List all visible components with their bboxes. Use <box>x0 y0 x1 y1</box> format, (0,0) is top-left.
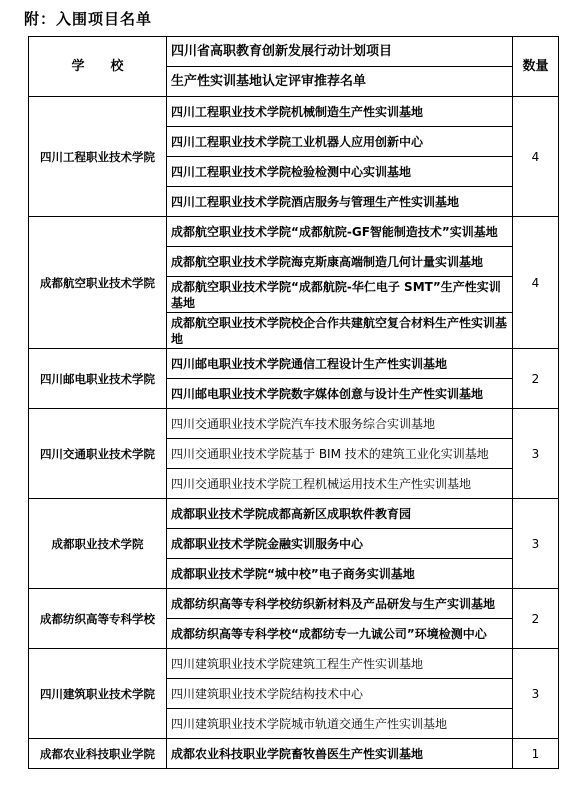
project-name: 成都航空职业技术学院海克斯康高端制造几何计量实训基地 <box>167 247 513 277</box>
project-name: 四川工程职业技术学院机械制造生产性实训基地 <box>167 97 513 127</box>
project-count: 1 <box>513 739 559 769</box>
school-name: 成都纺织高等专科学校 <box>29 589 167 649</box>
school-name: 成都职业技术学院 <box>29 499 167 589</box>
header-school: 学 校 <box>29 37 167 97</box>
project-name: 成都职业技术学院“城中校”电子商务实训基地 <box>167 559 513 589</box>
project-count: 2 <box>513 589 559 649</box>
project-name: 四川交通职业技术学院工程机械运用技术生产性实训基地 <box>167 469 513 499</box>
page-heading: 附：入围项目名单 <box>24 10 153 28</box>
project-name: 四川邮电职业技术学院数字媒体创意与设计生产性实训基地 <box>167 379 513 409</box>
project-count: 3 <box>513 649 559 739</box>
table-row <box>29 409 559 439</box>
project-name: 四川建筑职业技术学院建筑工程生产性实训基地 <box>167 649 513 679</box>
project-count: 2 <box>513 349 559 409</box>
school-name: 成都航空职业技术学院 <box>29 217 167 349</box>
table-row <box>29 97 559 127</box>
project-table-body <box>29 37 559 769</box>
project-name: 成都航空职业技术学院“成都航院-GF智能制造技术”实训基地 <box>167 217 513 247</box>
project-name: 成都职业技术学院成都高新区成职软件教育园 <box>167 499 513 529</box>
project-name: 四川建筑职业技术学院城市轨道交通生产性实训基地 <box>167 709 513 739</box>
school-name: 四川邮电职业技术学院 <box>29 349 167 409</box>
project-name: 四川交通职业技术学院基于 BIM 技术的建筑工业化实训基地 <box>167 439 513 469</box>
project-count: 3 <box>513 499 559 589</box>
table-row <box>29 217 559 247</box>
project-name: 四川建筑职业技术学院结构技术中心 <box>167 679 513 709</box>
header-count: 数量 <box>513 37 559 97</box>
project-name: 四川工程职业技术学院检验检测中心实训基地 <box>167 157 513 187</box>
school-name: 成都农业科技职业学院 <box>29 739 167 769</box>
project-name: 成都航空职业技术学院校企合作共建航空复合材料生产性实训基地 <box>167 313 513 349</box>
project-name: 成都职业技术学院金融实训服务中心 <box>167 529 513 559</box>
project-name: 成都航空职业技术学院“成都航院-华仁电子 SMT”生产性实训基地 <box>167 277 513 313</box>
header-title-line1: 四川省高职教育创新发展行动计划项目 <box>167 37 513 67</box>
table-row <box>29 349 559 379</box>
project-name: 四川邮电职业技术学院通信工程设计生产性实训基地 <box>167 349 513 379</box>
project-name: 成都纺织高等专科学校“成都纺专一九诚公司”环境检测中心 <box>167 619 513 649</box>
project-table <box>28 36 559 769</box>
header-title-line2: 生产性实训基地认定评审推荐名单 <box>167 67 513 97</box>
table-row <box>29 739 559 769</box>
project-count: 3 <box>513 409 559 499</box>
school-name: 四川交通职业技术学院 <box>29 409 167 499</box>
project-name: 四川工程职业技术学院工业机器人应用创新中心 <box>167 127 513 157</box>
header-row <box>29 37 559 67</box>
table-row <box>29 589 559 619</box>
school-name: 四川工程职业技术学院 <box>29 97 167 217</box>
project-name: 四川交通职业技术学院汽车技术服务综合实训基地 <box>167 409 513 439</box>
project-name: 四川工程职业技术学院酒店服务与管理生产性实训基地 <box>167 187 513 217</box>
project-count: 4 <box>513 97 559 217</box>
project-count: 4 <box>513 217 559 349</box>
project-name: 成都纺织高等专科学校纺织新材料及产品研发与生产实训基地 <box>167 589 513 619</box>
table-row <box>29 649 559 679</box>
school-name: 四川建筑职业技术学院 <box>29 649 167 739</box>
table-row <box>29 499 559 529</box>
project-name: 成都农业科技职业学院畜牧兽医生产性实训基地 <box>167 739 513 769</box>
